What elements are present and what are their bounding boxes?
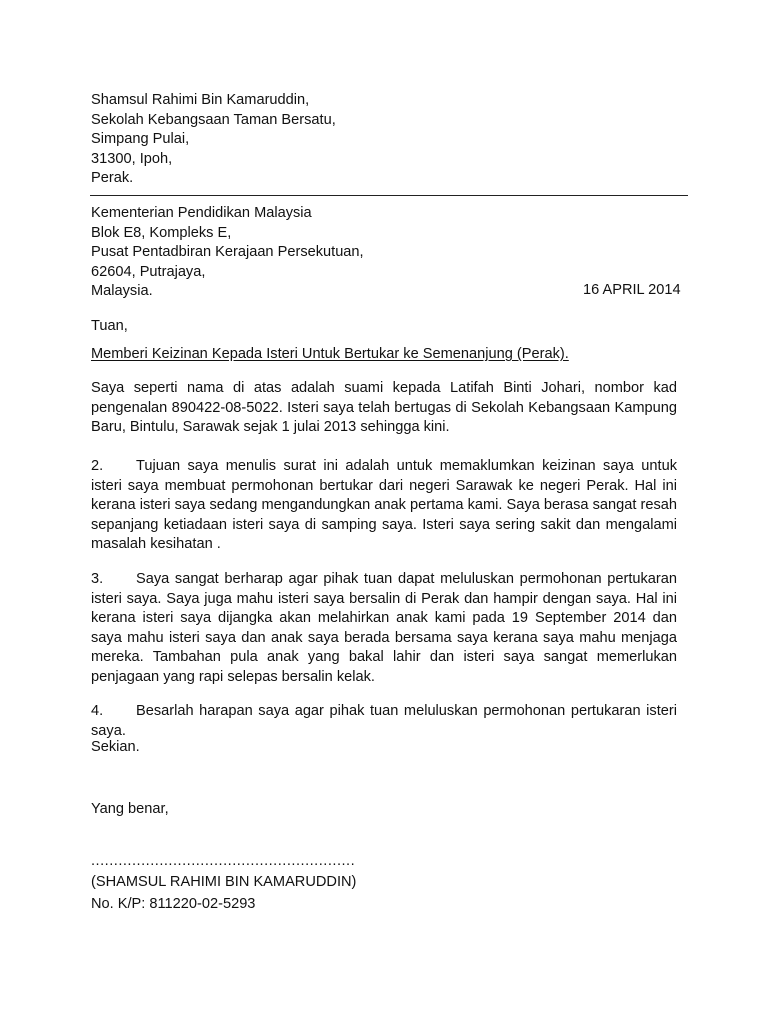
signatory-name: (SHAMSUL RAHIMI BIN KAMARUDDIN) (91, 874, 357, 890)
paragraph-3 (91, 570, 677, 687)
letter-date: 16 APRIL 2014 (583, 282, 681, 298)
signature-line: .......................................................... (91, 853, 356, 869)
recipient-address (91, 204, 364, 302)
recipient-line: Blok E8, Kompleks E, (91, 224, 232, 241)
subject-line: Memberi Keizinan Kepada Isteri Untuk Bertukar ke Semenanjung (Perak). (91, 346, 569, 362)
sender-line: Shamsul Rahimi Bin Kamaruddin, (91, 92, 310, 108)
recipient-line: Malaysia. (91, 283, 153, 299)
sender-address (91, 91, 336, 189)
recipient-line: Kementerian Pendidikan Malaysia (91, 205, 312, 221)
recipient-line: Pusat Pentadbiran Kerajaan Persekutuan, (91, 244, 364, 260)
sender-line: 31300, Ipoh, (91, 150, 173, 167)
sender-line: Sekolah Kebangsaan Taman Bersatu, (91, 111, 336, 128)
paragraph-text: Besarlah harapan saya agar pihak tuan meluluskan permohonan pertukaran isteri saya. (91, 703, 677, 739)
paragraph-number: 2. (91, 458, 104, 474)
paragraph-number: 4. (91, 703, 104, 719)
signatory-ic-number: No. K/P: 811220-02-5293 (91, 896, 256, 912)
sender-line: Perak. (91, 170, 134, 186)
paragraph-4 (91, 702, 677, 741)
closing-yang-benar: Yang benar, (91, 801, 169, 817)
closing-sekian: Sekian. (91, 739, 140, 755)
paragraph-2 (91, 457, 677, 555)
paragraph-text: Tujuan saya menulis surat ini adalah untuk memaklumkan keizinan saya untuk isteri saya membuat permohonan bertukar dari negeri Sarawak ke negeri Perak. Hal ini kerana isteri saya sedang mengandungkan anak pertama kami. Saya berasa sangat resah sepanjang ketiadaan isteri saya di samping saya. Isteri saya sering sakit dan mengalami masalah kesihatan . (91, 458, 677, 552)
paragraph-text: Saya sangat berharap agar pihak tuan dapat meluluskan permohonan pertukaran isteri saya. Saya juga mahu isteri saya bersalin di Perak dan hampir dengan saya. Hal ini kerana isteri saya dijangka akan melahirkan anak kami pada 19 September 2014 dan saya mahu isteri saya dan anak saya berada bersama saya kerana saya mahu menjaga mereka. Tambahan pula anak yang bakal lahir dan isteri saya sangat memerlukan penjagaan yang rapi selepas bersalin kelak. (91, 571, 677, 685)
paragraph-intro: Saya seperti nama di atas adalah suami kepada Latifah Binti Johari, nombor kad pengenalan 890422-08-5022. Isteri saya telah bertugas di Sekolah Kebangsaan Kampung Baru, Bintulu, Sarawak sejak 1 julai 2013 sehingga kini. (91, 380, 677, 435)
salutation: Tuan, (91, 318, 128, 334)
sender-line: Simpang Pulai, (91, 131, 190, 147)
paragraph-number: 3. (91, 571, 104, 587)
header-divider (90, 195, 688, 196)
recipient-line: 62604, Putrajaya, (91, 263, 206, 280)
